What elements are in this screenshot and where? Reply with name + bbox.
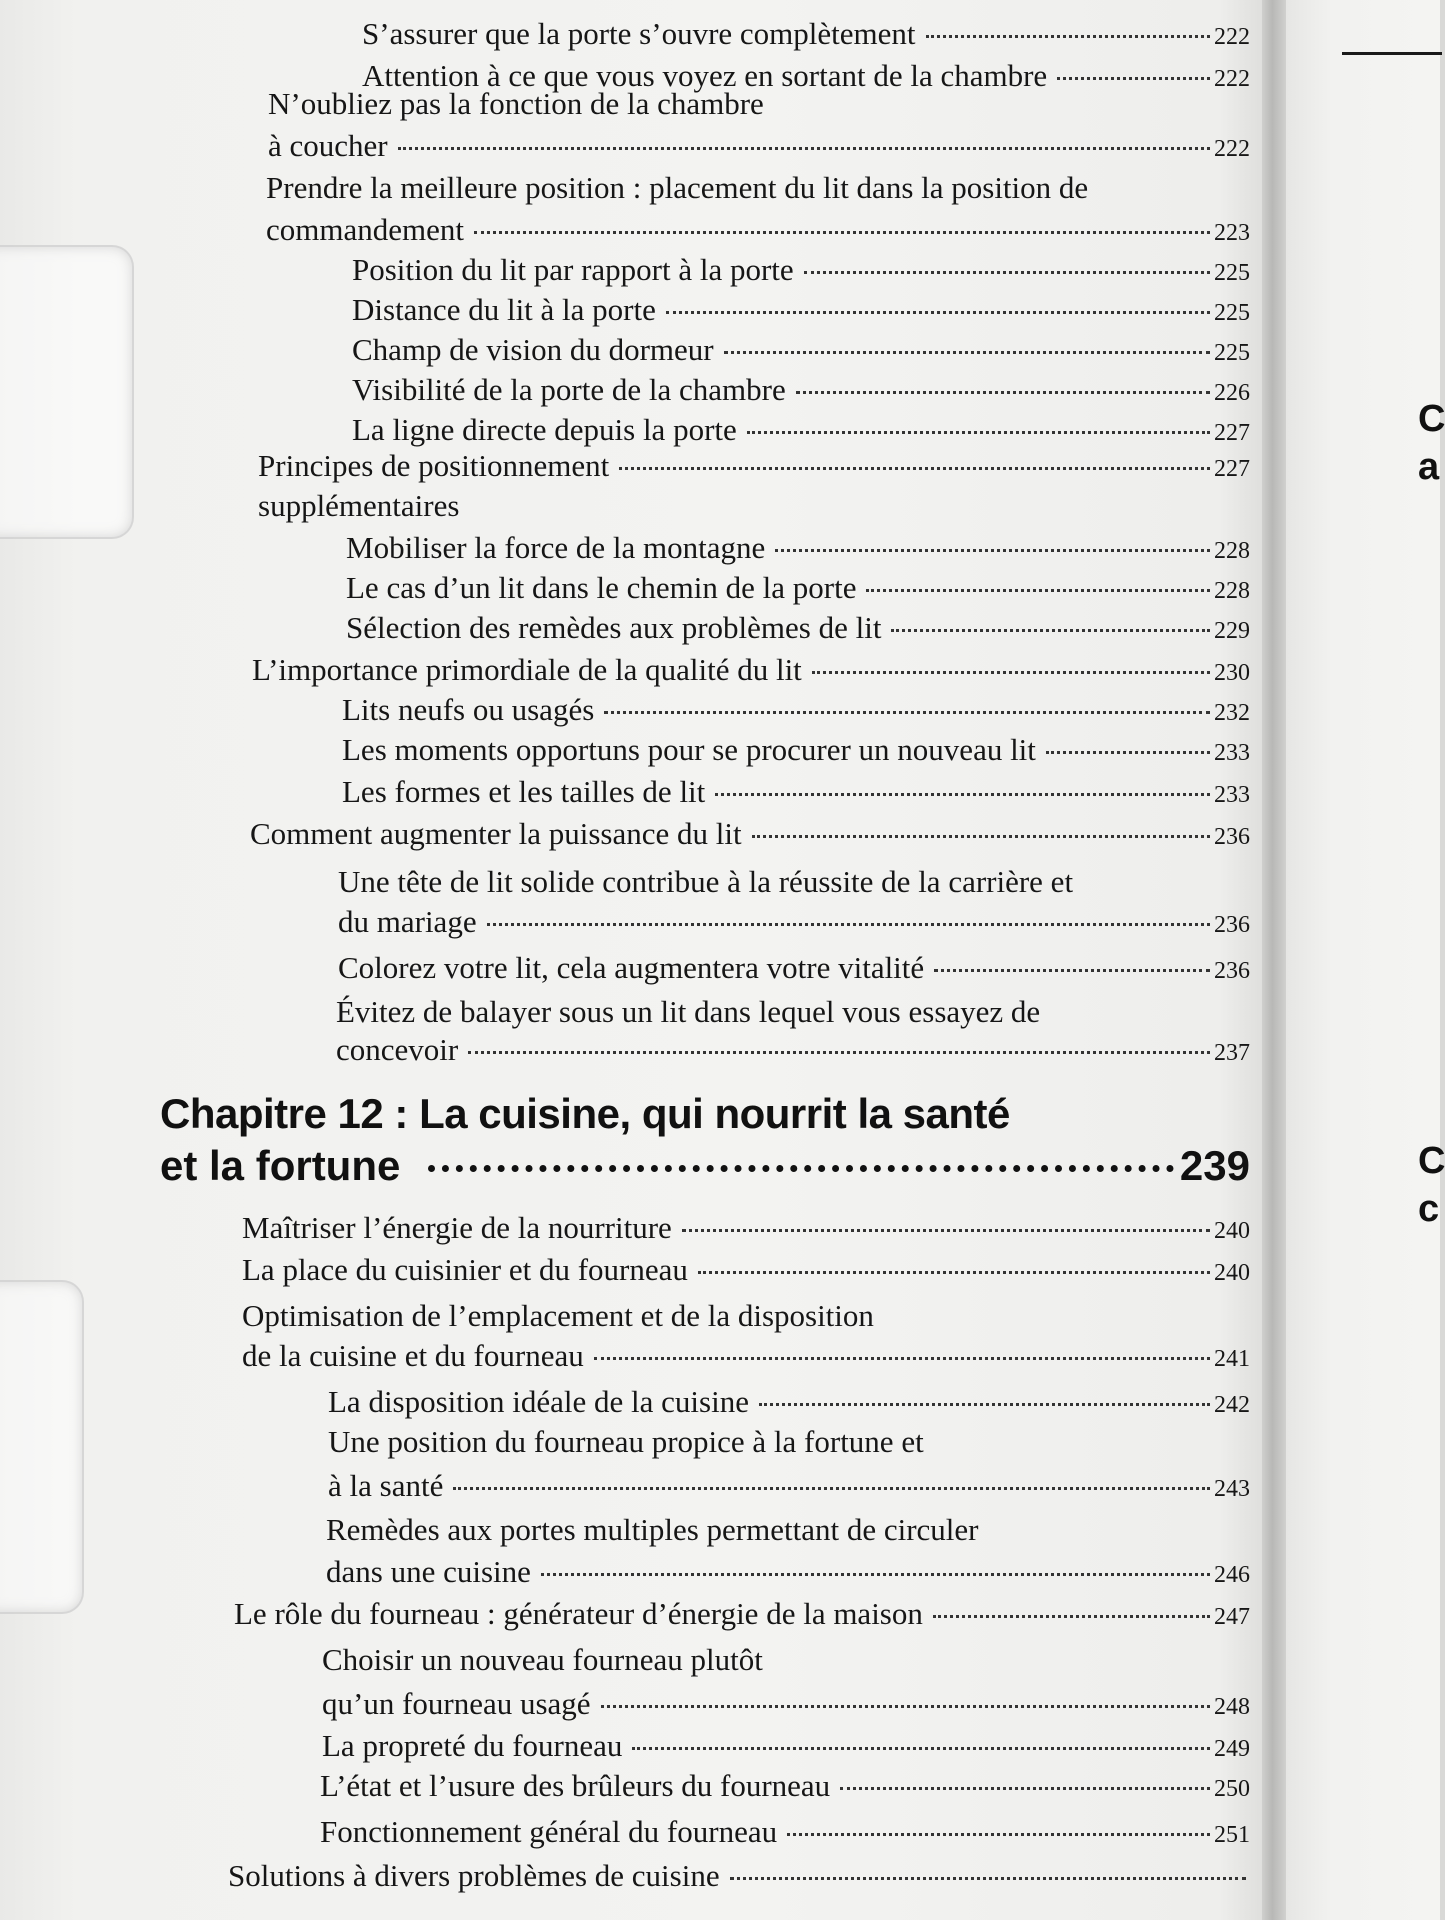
toc-entry-title: Visibilité de la porte de la chambre bbox=[352, 372, 786, 407]
toc-entry bbox=[342, 690, 1250, 733]
toc-entry-title-cont: du mariage bbox=[338, 904, 477, 939]
toc-entry bbox=[352, 250, 1250, 293]
toc-entry bbox=[268, 126, 1250, 169]
right-page bbox=[1286, 0, 1445, 1920]
toc-entry-title: Une tête de lit solide contribue à la réussite de la carrière et bbox=[338, 864, 1074, 899]
leader-dots bbox=[804, 271, 1210, 274]
leader-dots bbox=[775, 549, 1210, 552]
toc-entry-title: L’importance primordiale de la qualité du lit bbox=[252, 652, 802, 687]
toc-entry-page: 240 bbox=[1214, 1260, 1250, 1286]
toc-entry-title: Comment augmenter la puissance du lit bbox=[250, 816, 742, 851]
toc-entry-title: Solutions à divers problèmes de cuisine bbox=[228, 1858, 720, 1893]
toc-entry bbox=[338, 948, 1250, 991]
toc-entry bbox=[242, 1208, 1250, 1251]
right-page-rule bbox=[1342, 52, 1442, 55]
toc-entry bbox=[252, 650, 1250, 693]
toc-entry-title: Remèdes aux portes multiples permettant de circuler bbox=[326, 1512, 979, 1547]
toc-entry-title: Évitez de balayer sous un lit dans lequel vous essayez de bbox=[336, 994, 1041, 1029]
leader-dots bbox=[724, 351, 1210, 354]
toc-entry-title: Prendre la meilleure position : placement du lit dans la position de bbox=[266, 170, 1089, 205]
chapter-title: Chapitre 12 : La cuisine, qui nourrit la santé bbox=[160, 1090, 1010, 1137]
toc-entry bbox=[328, 1466, 1250, 1509]
toc-entry-title-cont: de la cuisine et du fourneau bbox=[242, 1338, 584, 1373]
toc-entry-title: Colorez votre lit, cela augmentera votre vitalité bbox=[338, 950, 925, 985]
leader-dots bbox=[715, 793, 1210, 796]
toc-entry-page: 243 bbox=[1214, 1476, 1250, 1502]
chapter-page: 239 bbox=[1179, 1142, 1250, 1189]
toc-entry-page: 227 bbox=[1214, 456, 1250, 482]
toc-entry-title-cont: concevoir bbox=[336, 1032, 459, 1067]
toc-entry-page: 222 bbox=[1214, 66, 1250, 92]
toc-entry-title: Le rôle du fourneau : générateur d’énergie de la maison bbox=[234, 1596, 923, 1631]
toc-entry-title: Fonctionnement général du fourneau bbox=[320, 1814, 778, 1849]
leader-dots bbox=[812, 671, 1210, 674]
toc-entry-page: 250 bbox=[1214, 1776, 1250, 1802]
right-page-fragment: a bbox=[1418, 446, 1440, 488]
leader-dots bbox=[730, 1877, 1246, 1880]
leader-dots bbox=[468, 1051, 1210, 1054]
leader-dots bbox=[666, 311, 1210, 314]
toc-entry-page: 228 bbox=[1214, 578, 1250, 604]
toc-entry-page: 247 bbox=[1214, 1604, 1250, 1630]
toc-entry-page: 249 bbox=[1214, 1736, 1250, 1762]
toc-entry-page: 237 bbox=[1214, 1040, 1250, 1066]
toc-entry-page: 241 bbox=[1214, 1346, 1250, 1372]
toc-entry-page: 233 bbox=[1214, 740, 1250, 766]
toc-entry bbox=[258, 446, 1250, 489]
toc-entry bbox=[266, 210, 1250, 253]
toc-entry-page: 251 bbox=[1214, 1822, 1250, 1848]
toc-entry-title: Les formes et les tailles de lit bbox=[342, 774, 706, 809]
toc-entry-title: La place du cuisinier et du fourneau bbox=[242, 1252, 688, 1287]
toc-entry-page: 242 bbox=[1214, 1392, 1250, 1418]
leader-dots bbox=[747, 431, 1210, 434]
leader-dots bbox=[1046, 751, 1210, 754]
leader-dots bbox=[398, 147, 1210, 150]
toc-entry-title: Maîtriser l’énergie de la nourriture bbox=[242, 1210, 672, 1245]
toc-entry-title: La ligne directe depuis la porte bbox=[352, 412, 737, 447]
leader-dots bbox=[682, 1229, 1210, 1232]
chapter-title-cont: et la fortune bbox=[160, 1142, 401, 1189]
leader-dots bbox=[934, 969, 1210, 972]
leader-dots bbox=[840, 1787, 1210, 1790]
leader-dots bbox=[796, 391, 1210, 394]
toc-entry-page: 230 bbox=[1214, 660, 1250, 686]
leader-dots bbox=[891, 629, 1210, 632]
toc-entry-title: L’état et l’usure des brûleurs du fourneau bbox=[320, 1768, 831, 1803]
leader-dots bbox=[632, 1747, 1210, 1750]
toc-entry bbox=[352, 290, 1250, 333]
toc-entry bbox=[234, 1594, 1250, 1637]
right-page-fragment: C bbox=[1418, 1140, 1445, 1182]
toc-entry-title: N’oubliez pas la fonction de la chambre bbox=[268, 86, 764, 121]
toc-entry bbox=[342, 772, 1250, 815]
toc-entry-title: Mobiliser la force de la montagne bbox=[346, 530, 766, 565]
toc-entry-page: 229 bbox=[1214, 618, 1250, 644]
leader-dots bbox=[619, 467, 1210, 470]
toc-entry bbox=[322, 1726, 1250, 1769]
toc-entry-title: Attention à ce que vous voyez en sortant de la chambre bbox=[362, 58, 1048, 93]
toc-entry-title: Champ de vision du dormeur bbox=[352, 332, 714, 367]
toc-entry bbox=[336, 1030, 1250, 1073]
toc-entry-page: 248 bbox=[1214, 1694, 1250, 1720]
toc-entry-title: Les moments opportuns pour se procurer un nouveau lit bbox=[342, 732, 1036, 767]
toc-entry-title: Choisir un nouveau fourneau plutôt bbox=[322, 1642, 763, 1677]
toc-entry-page: 222 bbox=[1214, 24, 1250, 50]
toc-entry-page: 226 bbox=[1214, 380, 1250, 406]
toc-entry bbox=[242, 1250, 1250, 1293]
toc-entry-page: 222 bbox=[1214, 136, 1250, 162]
right-page-fragment: c bbox=[1418, 1188, 1440, 1230]
toc-entry-page: 225 bbox=[1214, 260, 1250, 286]
toc-entry bbox=[338, 902, 1250, 945]
toc-entry-page: 236 bbox=[1214, 958, 1250, 984]
toc-entry bbox=[352, 330, 1250, 373]
leader-dots bbox=[752, 835, 1210, 838]
toc-entry bbox=[362, 14, 1250, 57]
toc-entry-title-cont: qu’un fourneau usagé bbox=[322, 1686, 591, 1721]
toc-entry bbox=[346, 568, 1250, 611]
toc-entry-title: La propreté du fourneau bbox=[322, 1728, 623, 1763]
leader-dots bbox=[759, 1403, 1210, 1406]
leader-dots bbox=[926, 35, 1210, 38]
toc-entry-page: 227 bbox=[1214, 420, 1250, 446]
toc-entry-title-cont: supplémentaires bbox=[258, 488, 460, 523]
toc-entry-title: Sélection des remèdes aux problèmes de lit bbox=[346, 610, 882, 645]
toc-entry-page: 246 bbox=[1214, 1562, 1250, 1588]
toc-entry-title: S’assurer que la porte s’ouvre complètement bbox=[362, 16, 916, 51]
toc-entry bbox=[342, 730, 1250, 773]
toc-entry bbox=[228, 1856, 1250, 1896]
leader-dots bbox=[866, 589, 1210, 592]
leader-dots bbox=[428, 1165, 1174, 1172]
leader-dots bbox=[787, 1833, 1210, 1836]
toc-entry-page: 236 bbox=[1214, 912, 1250, 938]
toc-entry-title: Le cas d’un lit dans le chemin de la porte bbox=[346, 570, 857, 605]
toc-entry-page: 228 bbox=[1214, 538, 1250, 564]
leader-dots bbox=[474, 231, 1210, 234]
toc-entry bbox=[320, 1766, 1250, 1809]
leader-dots bbox=[604, 711, 1210, 714]
leader-dots bbox=[698, 1271, 1210, 1274]
toc-entry bbox=[326, 1552, 1250, 1595]
leader-dots bbox=[453, 1487, 1210, 1490]
leader-dots bbox=[601, 1705, 1210, 1708]
toc-entry-page: 240 bbox=[1214, 1218, 1250, 1244]
toc-entry-title: Distance du lit à la porte bbox=[352, 292, 656, 327]
toc-entry-title: Position du lit par rapport à la porte bbox=[352, 252, 794, 287]
toc-entry-title: Une position du fourneau propice à la fortune et bbox=[328, 1424, 924, 1459]
toc-entry-title: Lits neufs ou usagés bbox=[342, 692, 595, 727]
toc-entry-page: 232 bbox=[1214, 700, 1250, 726]
toc-entry-title-cont: à la santé bbox=[328, 1468, 444, 1503]
toc-entry bbox=[322, 1684, 1250, 1727]
toc-entry-title-cont: dans une cuisine bbox=[326, 1554, 531, 1589]
toc-entry-title: Optimisation de l’emplacement et de la disposition bbox=[242, 1298, 874, 1333]
leader-dots bbox=[541, 1573, 1210, 1576]
toc-entry bbox=[346, 528, 1250, 571]
toc-entry bbox=[346, 608, 1250, 651]
toc-entry bbox=[328, 1382, 1250, 1425]
leader-dots bbox=[487, 923, 1210, 926]
toc-entry-title-cont: à coucher bbox=[268, 128, 388, 163]
toc-entry-title-cont: commandement bbox=[266, 212, 464, 247]
toc-entry-page: 225 bbox=[1214, 340, 1250, 366]
leader-dots bbox=[933, 1615, 1210, 1618]
toc-entry-page: 233 bbox=[1214, 782, 1250, 808]
toc-entry bbox=[320, 1812, 1250, 1855]
toc-entry-page: 225 bbox=[1214, 300, 1250, 326]
right-page-fragment: C bbox=[1418, 398, 1445, 440]
toc-entry-title: Principes de positionnement bbox=[258, 448, 610, 483]
chapter-title-line2 bbox=[160, 1140, 1250, 1192]
leader-dots bbox=[594, 1357, 1210, 1360]
toc-entry-page: 236 bbox=[1214, 824, 1250, 850]
leader-dots bbox=[1057, 77, 1210, 80]
toc-entry-title: La disposition idéale de la cuisine bbox=[328, 1384, 749, 1419]
toc-entry bbox=[242, 1336, 1250, 1379]
toc-entry-page: 223 bbox=[1214, 220, 1250, 246]
toc-entry bbox=[250, 814, 1250, 857]
toc-entry bbox=[352, 370, 1250, 413]
